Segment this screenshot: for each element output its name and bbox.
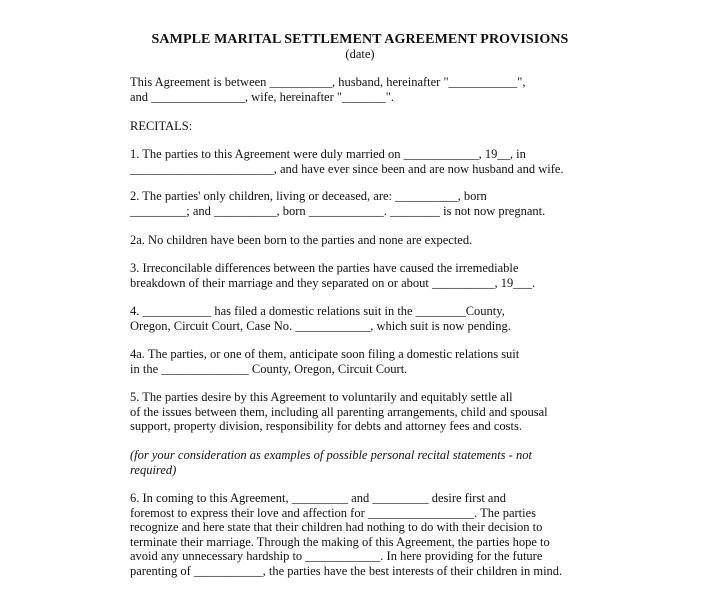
recital-3: 3. Irreconcilable differences between the parties have caused the irremediable breakdown of their marriage and they separated on or about __________, 19___. [130, 261, 536, 290]
recital-2a: 2a. No children have been born to the parties and none are expected. [130, 233, 473, 247]
recitals-heading: RECITALS: [130, 119, 193, 133]
document-date: (date) [345, 47, 375, 61]
recital-1: 1. The parties to this Agreement were duly married on ____________, 19__, in _______________________, and have ever since been and are now husband and wife. [130, 147, 564, 176]
recital-2: 2. The parties' only children, living or deceased, are: __________, born _________; and __________, born ____________. ________ is not now pregnant. [130, 189, 546, 218]
recital-4a: 4a. The parties, or one of them, anticipate soon filing a domestic relations suit in the ______________ County, Oregon, Circuit Court. [130, 347, 520, 376]
recital-6: 6. In coming to this Agreement, _________ and _________ desire first and foremost to express their love and affection for _________________. The parties recognize and here state that their children had nothing to do with their decision to terminate their marriage. Through the making of this Agreement, the parties hope to avoid any unnecessary hardship to ____________. In here providing for the future parenting of ___________, the parties have the best interests of their children in mind. [130, 491, 563, 578]
recital-note: (for your consideration as examples of possible personal recital statements - not required) [130, 448, 532, 477]
recital-4: 4. ___________ has filed a domestic relations suit in the ________County, Oregon, Circuit Court, Case No. ____________, which suit is now pending. [130, 304, 511, 333]
document-title: SAMPLE MARITAL SETTLEMENT AGREEMENT PROVISIONS [151, 32, 569, 47]
recital-5: 5. The parties desire by this Agreement to voluntarily and equitably settle all of the issues between them, including all parenting arrangements, child and spousal support, property division, responsibility for debts and attorney fees and costs. [130, 390, 548, 434]
intro-paragraph: This Agreement is between __________, husband, hereinafter "___________", and _______________, wife, hereinafter "_______". [130, 75, 526, 104]
